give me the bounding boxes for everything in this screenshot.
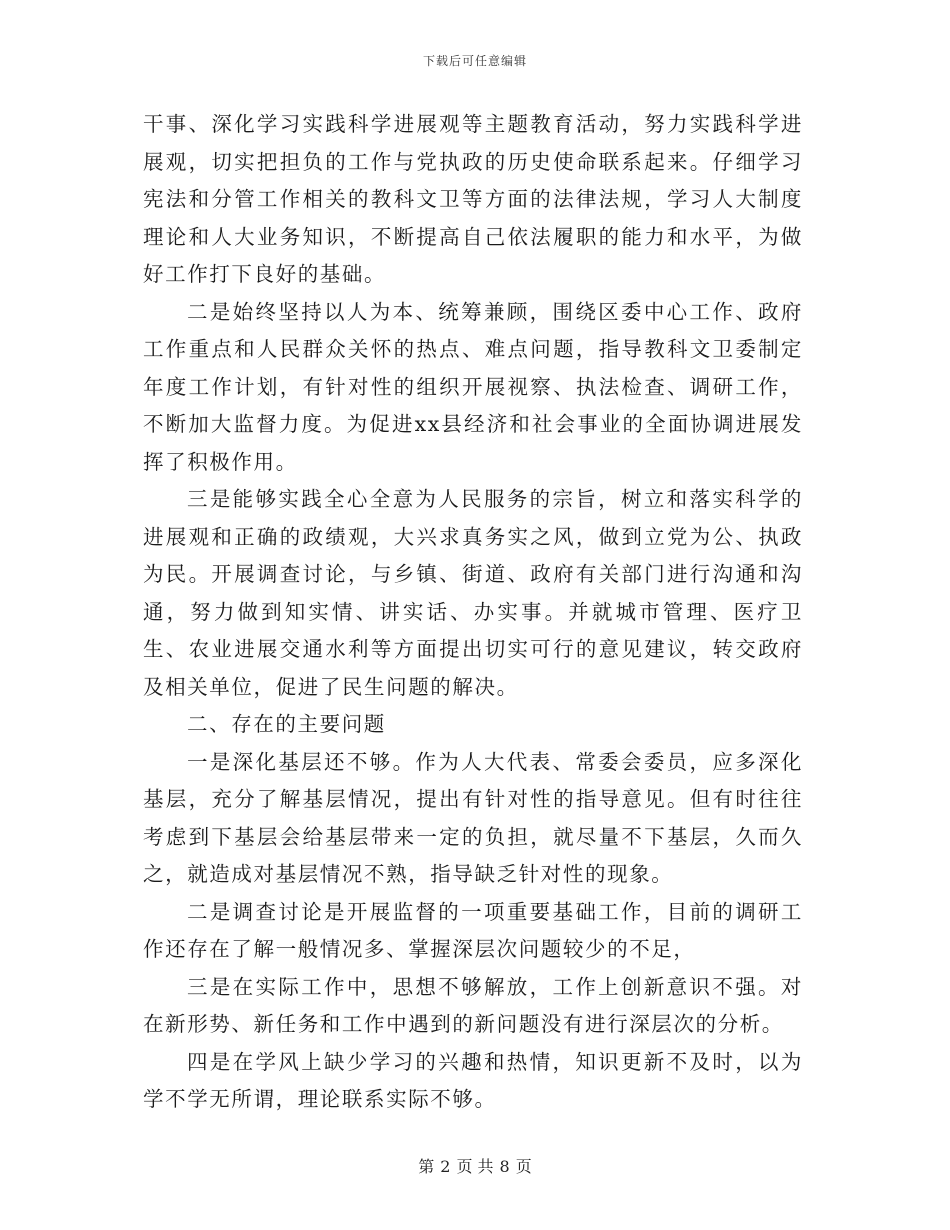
paragraph: 二是调查讨论是开展监督的一项重要基础工作，目前的调研工作还存在了解一般情况多、掌握深层次问题较少的不足， xyxy=(143,899,803,961)
paragraph: 一是深化基层还不够。作为人大代表、常委会委员，应多深化基层，充分了解基层情况，提出有针对性的指导意见。但有时往往考虑到下基层会给基层带来一定的负担，就尽量不下基层，久而久之，就造成对基层情况不熟，指导缺乏针对性的现象。 xyxy=(143,749,803,886)
page-footer xyxy=(0,1154,950,1177)
paragraph: 四是在学风上缺少学习的兴趣和热情，知识更新不及时，以为学不学无所谓，理论联系实际不够。 xyxy=(143,1049,803,1111)
footer-prefix: 第 xyxy=(418,1157,435,1176)
section-heading: 二、存在的主要问题 xyxy=(187,712,386,736)
footer-middle: 页 共 xyxy=(456,1157,494,1176)
paragraph: 干事、深化学习实践科学进展观等主题教育活动，努力实践科学进展观，切实把担负的工作与党执政的历史使命联系起来。仔细学习宪法和分管工作相关的教科文卫等方面的法律法规，学习人大制度理论和人大业务知识，不断提高自己依法履职的能力和水平，为做好工作打下良好的基础。 xyxy=(143,112,803,286)
page-header: 下载后可任意编辑 xyxy=(422,54,527,68)
paragraph: 二是始终坚持以人为本、统筹兼顾，围绕区委中心工作、政府工作重点和人民群众关怀的热点、难点问题，指导教科文卫委制定年度工作计划，有针对性的组织开展视察、执法检查、调研工作，不断加大监督力度。为促进xx县经济和社会事业的全面协调进展发挥了积极作用。 xyxy=(143,299,803,474)
footer-suffix: 页 xyxy=(515,1157,532,1176)
total-pages-number: 8 xyxy=(499,1157,510,1176)
document-body xyxy=(143,106,803,1119)
paragraph: 三是在实际工作中，思想不够解放，工作上创新意识不强。对在新形势、新任务和工作中遇到的新问题没有进行深层次的分析。 xyxy=(143,974,803,1036)
paragraph: 三是能够实践全心全意为人民服务的宗旨，树立和落实科学的进展观和正确的政绩观，大兴求真务实之风，做到立党为公、执政为民。开展调查讨论，与乡镇、街道、政府有关部门进行沟通和沟通，努力做到知实情、讲实话、办实事。并就城市管理、医疗卫生、农业进展交通水利等方面提出切实可行的意见建议，转交政府及相关单位，促进了民生问题的解决。 xyxy=(143,487,803,699)
current-page-number: 2 xyxy=(440,1157,451,1176)
